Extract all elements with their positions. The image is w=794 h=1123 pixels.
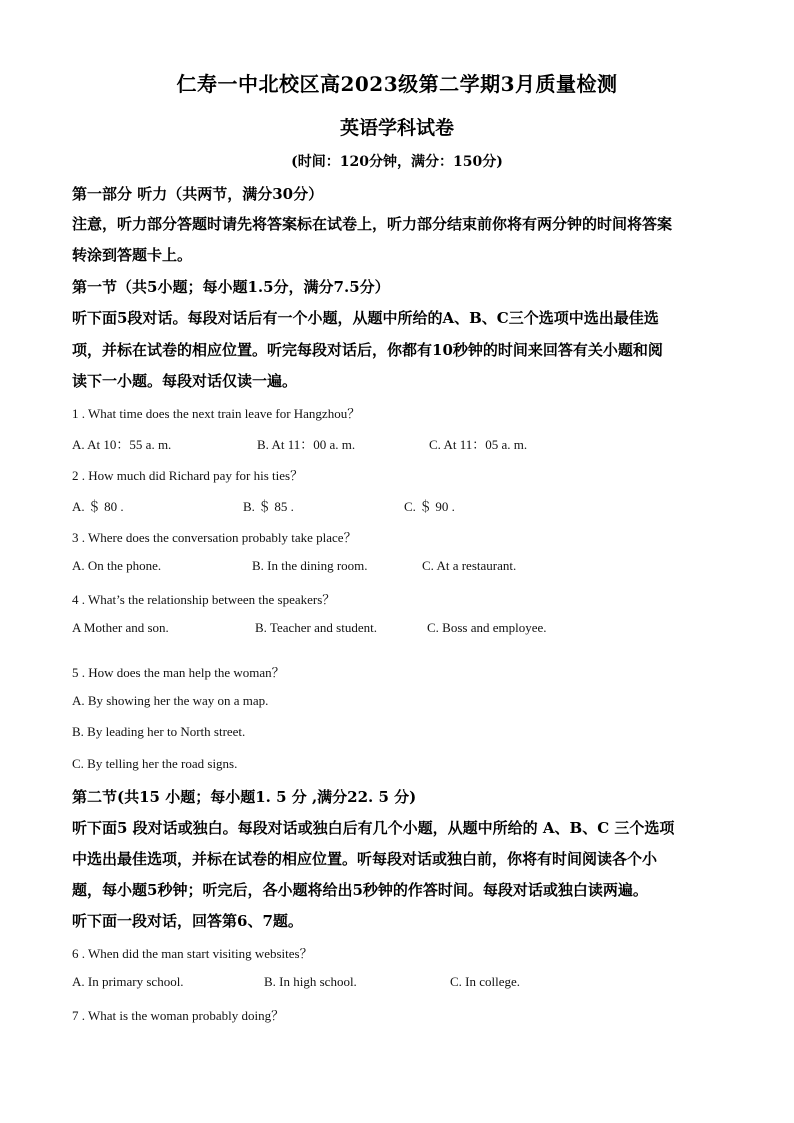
option-b: B. In high school. xyxy=(264,974,357,989)
exam-title: 仁寿一中北校区高2023级第二学期3月质量检测 xyxy=(176,72,618,96)
option-c: C. Boss and employee. xyxy=(427,620,547,635)
option-b: B. At 11：00 a. m. xyxy=(257,437,356,452)
section1-instr-line1: 听下面5段对话。每段对话后有一个小题，从题中所给的A、B、C三个选项中选出最佳选 xyxy=(72,309,659,327)
option-a: A. At 10：55 a. m. xyxy=(72,437,172,452)
section1-instr-line3: 读下一小题。每段对话仅读一遍。 xyxy=(72,372,298,390)
option-b: B. By leading her to North street. xyxy=(72,724,246,739)
section1-instr-line2: 项，并标在试卷的相应位置。听完每段对话后，你都有10秒钟的时间来回答有关小题和阅 xyxy=(72,341,663,359)
question-stem: 7 . What is the woman probably doing？ xyxy=(72,1008,285,1023)
section1-heading: 第一节（共5小题；每小题1.5分，满分7.5分） xyxy=(72,278,390,296)
part1-note-line1: 注意，听力部分答题时请先将答案标在试卷上，听力部分结束前你将有两分钟的时间将答案 xyxy=(72,215,673,233)
section2-instr-line3: 题，每小题5秒钟；听完后，各小题将给出5秒钟的作答时间。每段对话或独白读两遍。 xyxy=(72,881,648,899)
option-c: C. ＄ 90 . xyxy=(404,499,455,514)
option-c: C. At a restaurant. xyxy=(422,558,517,573)
option-a: A. ＄ 80 . xyxy=(72,499,124,514)
question-stem: 1 . What time does the next train leave for Hangzhou？ xyxy=(72,406,361,421)
part1-heading: 第一部分 听力（共两节，满分30分） xyxy=(72,185,324,203)
option-a: A. On the phone. xyxy=(72,558,162,573)
exam-subtitle: 英语学科试卷 xyxy=(339,117,454,139)
option-c: C. At 11：05 a. m. xyxy=(429,437,528,452)
section2-group-intro: 听下面一段对话，回答第6、7题。 xyxy=(72,912,303,930)
option-c: C. By telling her the road signs. xyxy=(72,756,238,771)
option-b: B. Teacher and student. xyxy=(255,620,377,635)
section2-instr-line1: 听下面5 段对话或独白。每段对话或独白后有几个小题，从题中所给的 A、B、C 三个选项 xyxy=(72,819,675,837)
question-stem: 5 . How does the man help the woman？ xyxy=(72,665,285,680)
question-stem: 3 . Where does the conversation probably take place？ xyxy=(72,530,357,545)
option-b: B. In the dining room. xyxy=(252,558,368,573)
option-c: C. In college. xyxy=(450,974,521,989)
question-stem: 4 . What’s the relationship between the speakers？ xyxy=(72,592,336,607)
option-a: A. By showing her the way on a map. xyxy=(72,693,269,708)
option-b: B. ＄ 85 . xyxy=(243,499,294,514)
exam-time-info: (时间：120分钟，满分：150分) xyxy=(291,154,503,170)
option-a: A Mother and son. xyxy=(72,620,169,635)
section2-heading: 第二节(共15 小题；每小题1. 5 分 ,满分22. 5 分) xyxy=(72,788,417,806)
question-stem: 2 . How much did Richard pay for his ties？ xyxy=(72,468,304,483)
question-stem: 6 . When did the man start visiting websites？ xyxy=(72,946,313,961)
part1-note-line2: 转涂到答题卡上。 xyxy=(72,246,193,264)
section2-instr-line2: 中选出最佳选项，并标在试卷的相应位置。听每段对话或独白前，你将有时间阅读各个小 xyxy=(72,850,658,868)
option-a: A. In primary school. xyxy=(72,974,184,989)
